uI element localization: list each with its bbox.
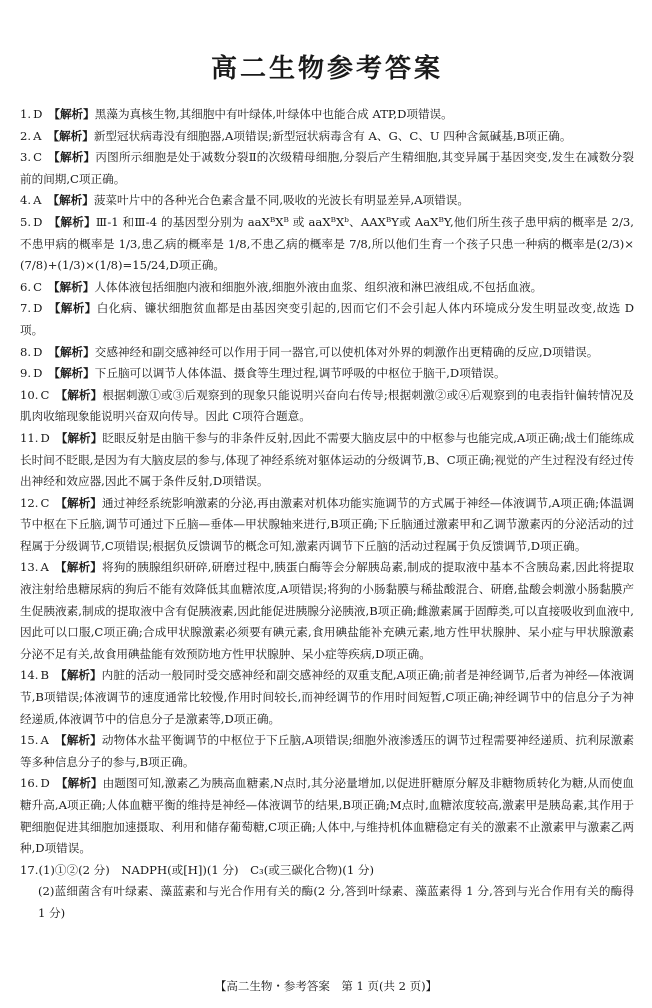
explanation-text: 黑藻为真核生物,其细胞中有叶绿体,叶绿体中也能合成 ATP,D项错误。 bbox=[94, 107, 453, 121]
item-number: 9. bbox=[20, 366, 32, 381]
explanation-text: 丙图所示细胞是处于减数分裂Ⅱ的次级精母细胞,分裂后产生精细胞,其变异属于基因突变,发生在减数分裂前的间期,C项正确。 bbox=[20, 150, 634, 186]
explanation-text: 交感神经和副交感神经可以作用于同一器官,可以使机体对外界的刺激作出更精确的反应,D项错误。 bbox=[94, 344, 599, 359]
item-number: 17. bbox=[20, 862, 39, 877]
explanation-tag: 【解析】 bbox=[47, 150, 96, 165]
explanation-text: Ⅲ-1 和Ⅲ-4 的基因型分别为 aaXᴮXᴮ 或 aaXᴮXᵇ、AAXᴮY或 AaXᴮY,他们所生孩子患甲病的概率是 2/3,不患甲病的概率是 1/3,患乙病的概率是 1/8,不患乙病的概率是 7/8,所以他们生育一个孩子只患一种病的概率是(2/3)×(7/8)+(1/3)×(1/8)=15/24,D项正确。 bbox=[20, 214, 634, 273]
explanation-tag: 【解析】 bbox=[47, 193, 94, 208]
answer-choice: A bbox=[33, 193, 42, 208]
explanation-tag: 【解析】 bbox=[47, 128, 94, 143]
answer-item bbox=[20, 773, 634, 859]
answer-part-2: (2)蓝细菌含有叶绿素、藻蓝素和与光合作用有关的酶(2 分,答到叶绿素、藻蓝素得 1 分,答到与光合作用有关的酶得 1 分) bbox=[38, 884, 634, 920]
explanation-text: 内脏的活动一般同时受交感神经和副交感神经的双重支配,A项正确;前者是神经调节,后者为神经—体液调节,B项错误;体液调节的速度通常比较慢,作用时间较长,而神经调节的作用时间短暂,C项正确;神经调节中的信息分子为神经递质,体液调节中的信息分子是激素等,D项正确。 bbox=[20, 668, 634, 726]
answer-choice: C bbox=[40, 387, 50, 402]
answer-item bbox=[20, 665, 634, 730]
explanation-tag: 【解析】 bbox=[55, 495, 102, 510]
item-number: 10. bbox=[20, 387, 39, 402]
answer-item bbox=[20, 493, 634, 558]
answer-item bbox=[20, 277, 634, 299]
answer-item-17 bbox=[20, 860, 634, 882]
answer-list bbox=[20, 104, 634, 925]
explanation-text: 根据刺激①或③后观察到的现象只能说明兴奋向右传导;根据刺激②或④后观察到的电表指针偏转情况及肌肉收缩现象能说明兴奋双向传导。因此 C项符合题意。 bbox=[20, 387, 634, 424]
explanation-text: 由题图可知,激素乙为胰高血糖素,N点时,其分泌量增加,以促进肝糖原分解及非糖物质转化为糖,从而使血糖升高,A项正确;人体血糖平衡的维持是神经—体液调节的结果,B项正确;M点时,血糖浓度较高,激素甲是胰岛素,其作用于靶细胞促进其细胞加速摄取、利用和储存葡萄糖,C项正确;人体中,与维持机体血糖稳定有关的激素不止激素甲与激素乙两种,D项错误。 bbox=[20, 776, 634, 856]
item-number: 6. bbox=[20, 279, 32, 294]
answer-choice: D bbox=[33, 344, 43, 359]
answer-item bbox=[20, 730, 634, 773]
item-number: 2. bbox=[20, 128, 32, 143]
explanation-tag: 【解析】 bbox=[48, 214, 96, 229]
page-footer: 【高二生物・参考答案 第 1 页(共 2 页)】 bbox=[214, 979, 438, 993]
explanation-text: 下丘脑可以调节人体体温、摄食等生理过程,调节呼吸的中枢位于脑干,D项错误。 bbox=[94, 366, 506, 381]
answer-choice: C bbox=[33, 150, 42, 165]
answer-item bbox=[20, 104, 634, 126]
explanation-text: 将狗的胰腺组织研碎,研磨过程中,胰蛋白酶等会分解胰岛素,制成的提取液中基本不含胰岛素,因此将提取液注射给患糖尿病的狗后不能有效降低其血糖浓度,A项错误;将狗的小肠黏膜与稀盐酸混合、研磨,盐酸会刺激小肠黏膜产生促胰液素,制成的提取液中含有促胰液素,因此能促进胰腺分泌胰液,B项正确;雌激素属于固醇类,可以直接吸收到血液中,因此可以口服,C项正确;合成甲状腺激素必须要有碘元素,食用碘盐能补充碘元素,地方性甲状腺肿、呆小症与甲状腺激素分泌不足有关,故食用碘盐能有效预防地方性甲状腺肿、呆小症等疾病,D项正确。 bbox=[20, 560, 634, 661]
answer-part-1: (1)①②(2 分) NADPH(或[H])(1 分) C₃(或三碳化合物)(1 分) bbox=[38, 862, 375, 877]
answer-choice: D bbox=[40, 430, 50, 445]
explanation-tag: 【解析】 bbox=[54, 733, 102, 748]
explanation-tag: 【解析】 bbox=[54, 560, 102, 575]
explanation-tag: 【解析】 bbox=[54, 668, 102, 683]
item-number: 3. bbox=[20, 150, 32, 165]
item-number: 5. bbox=[20, 214, 32, 229]
explanation-text: 动物体水盐平衡调节的中枢位于下丘脑,A项错误;细胞外液渗透压的调节过程需要神经递质、抗利尿激素等多种信息分子的参与,B项正确。 bbox=[20, 733, 634, 769]
answer-choice: D bbox=[33, 107, 43, 121]
answer-choice: D bbox=[33, 214, 43, 229]
item-number: 1. bbox=[20, 107, 32, 121]
answer-item bbox=[20, 342, 634, 364]
explanation-text: 新型冠状病毒没有细胞器,A项错误;新型冠状病毒含有 A、G、C、U 四种含氮碱基,B项正确。 bbox=[93, 128, 572, 143]
item-number: 16. bbox=[20, 776, 39, 791]
answer-item bbox=[20, 126, 634, 148]
item-number: 13. bbox=[20, 560, 39, 575]
answer-choice: A bbox=[40, 733, 49, 748]
answer-item bbox=[20, 190, 634, 212]
answer-item bbox=[20, 147, 634, 190]
item-number: 12. bbox=[20, 495, 39, 510]
answer-choice: D bbox=[33, 366, 43, 381]
answer-choice: A bbox=[40, 560, 49, 575]
explanation-tag: 【解析】 bbox=[47, 279, 95, 294]
item-number: 7. bbox=[20, 301, 32, 316]
explanation-tag: 【解析】 bbox=[48, 344, 95, 359]
answer-item bbox=[20, 363, 634, 385]
explanation-tag: 【解析】 bbox=[48, 107, 95, 121]
explanation-tag: 【解析】 bbox=[48, 301, 97, 316]
explanation-text: 眨眼反射是由脑干参与的非条件反射,因此不需要大脑皮层中的中枢参与也能完成,A项正确;战士们能练成长时间不眨眼,是因为有大脑皮层的参与,体现了神经系统对躯体运动的分级调节,B、C项正确;视觉的产生过程没有经过传出神经和效应器,因此不属于条件反射,D项错误。 bbox=[20, 430, 634, 489]
explanation-text: 白化病、镰状细胞贫血都是由基因突变引起的,因而它们不会引起人体内环境成分发生明显改变,故选 D项。 bbox=[20, 301, 634, 337]
item-number: 8. bbox=[20, 344, 32, 359]
answer-choice: C bbox=[40, 495, 50, 510]
item-number: 4. bbox=[20, 193, 32, 208]
answer-item bbox=[20, 428, 634, 493]
page-title: 高二生物参考答案 bbox=[210, 54, 443, 84]
answer-item bbox=[20, 212, 634, 277]
answer-choice: C bbox=[33, 279, 42, 294]
answer-choice: D bbox=[33, 301, 43, 316]
explanation-text: 菠菜叶片中的各种光合色素含量不同,吸收的光波长有明显差异,A项错误。 bbox=[93, 193, 469, 208]
answer-choice: D bbox=[40, 776, 50, 791]
answer-item bbox=[20, 298, 634, 341]
item-number: 11. bbox=[20, 430, 39, 445]
item-number: 14. bbox=[20, 668, 39, 683]
explanation-tag: 【解析】 bbox=[48, 366, 95, 381]
answer-item bbox=[20, 557, 634, 665]
explanation-tag: 【解析】 bbox=[55, 776, 103, 791]
answer-choice: B bbox=[40, 668, 49, 683]
answer-choice: A bbox=[33, 128, 42, 143]
item-number: 15. bbox=[20, 733, 39, 748]
explanation-text: 通过神经系统影响激素的分泌,再由激素对机体功能实施调节的方式属于神经—体液调节,A项正确;体温调节中枢在下丘脑,调节可通过下丘脑—垂体—甲状腺轴来进行,B项正确;下丘脑通过激素甲和乙调节激素丙的分泌活动的过程属于分级调节,C项错误;根据负反馈调节的概念可知,激素丙调节下丘脑的活动过程属于负反馈调节,D项正确。 bbox=[20, 495, 634, 553]
explanation-tag: 【解析】 bbox=[55, 387, 103, 402]
answer-item bbox=[20, 385, 634, 428]
explanation-tag: 【解析】 bbox=[55, 430, 103, 445]
explanation-text: 人体体液包括细胞内液和细胞外液,细胞外液由血浆、组织液和淋巴液组成,不包括血液。 bbox=[94, 279, 543, 294]
